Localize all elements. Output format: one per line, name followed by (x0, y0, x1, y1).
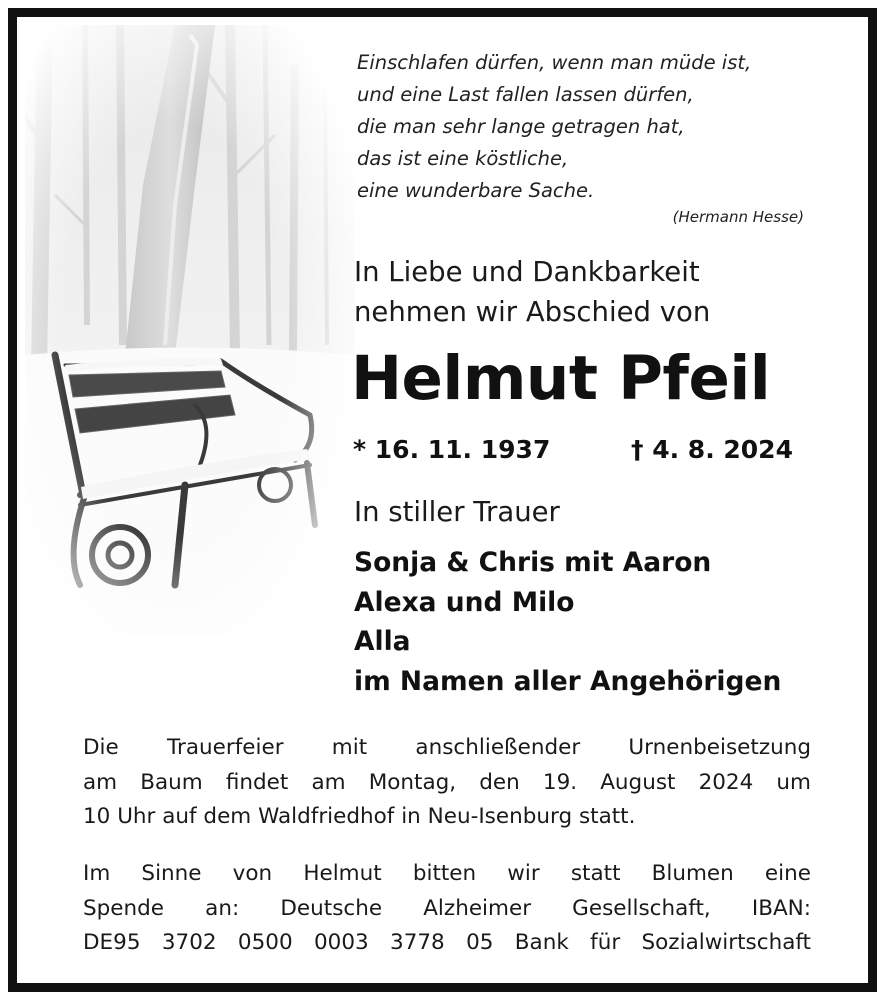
ceremony-line: Die Trauerfeier mit anschließender Urnenbeisetzung (83, 735, 811, 760)
ceremony-line: am Baum findet am Montag, den 19. August 2024 um (83, 769, 811, 795)
mourner: Alla (354, 626, 411, 657)
poem-line: und eine Last fallen lassen dürfen, (357, 83, 694, 106)
intro-line: In Liebe und Dankbarkeit (354, 256, 700, 288)
obituary-frame (8, 8, 877, 992)
intro-line: nehmen wir Abschied von (354, 296, 711, 328)
donation-line: DE95 3702 0500 0003 3778 05 Bank für Sozialwirtschaft (83, 930, 811, 955)
intro-text (354, 252, 710, 332)
donation-line: Spende an: Deutsche Alzheimer Gesellschaft, IBAN: (83, 895, 811, 921)
donation-paragraph (83, 857, 811, 961)
mourning-heading: In stiller Trauer (354, 496, 560, 528)
mourners-list (354, 543, 781, 701)
poem-line: Einschlafen dürfen, wenn man müde ist, (357, 51, 752, 74)
poem-line: die man sehr lange getragen hat, (357, 115, 685, 138)
birth-date: * 16. 11. 1937 (353, 435, 551, 464)
poem-line: das ist eine köstliche, (357, 147, 569, 170)
poem-author: (Hermann Hesse) (672, 208, 804, 226)
mourner: Sonja & Chris mit Aaron (354, 547, 712, 578)
ceremony-line: 10 Uhr auf dem Waldfriedhof in Neu-Isenburg statt. (83, 804, 636, 829)
deceased-name: Helmut Pfeil (351, 343, 771, 414)
death-date: † 4. 8. 2024 (631, 435, 793, 464)
snow-covered-park-bench-icon (25, 25, 355, 635)
donation-line: Im Sinne von Helmut bitten wir statt Blumen eine (83, 861, 811, 886)
poem-line: eine wunderbare Sache. (357, 179, 595, 202)
mourner: im Namen aller Angehörigen (354, 665, 782, 697)
poem (357, 47, 809, 207)
ceremony-paragraph (83, 731, 811, 835)
mourner: Alexa und Milo (354, 586, 575, 618)
